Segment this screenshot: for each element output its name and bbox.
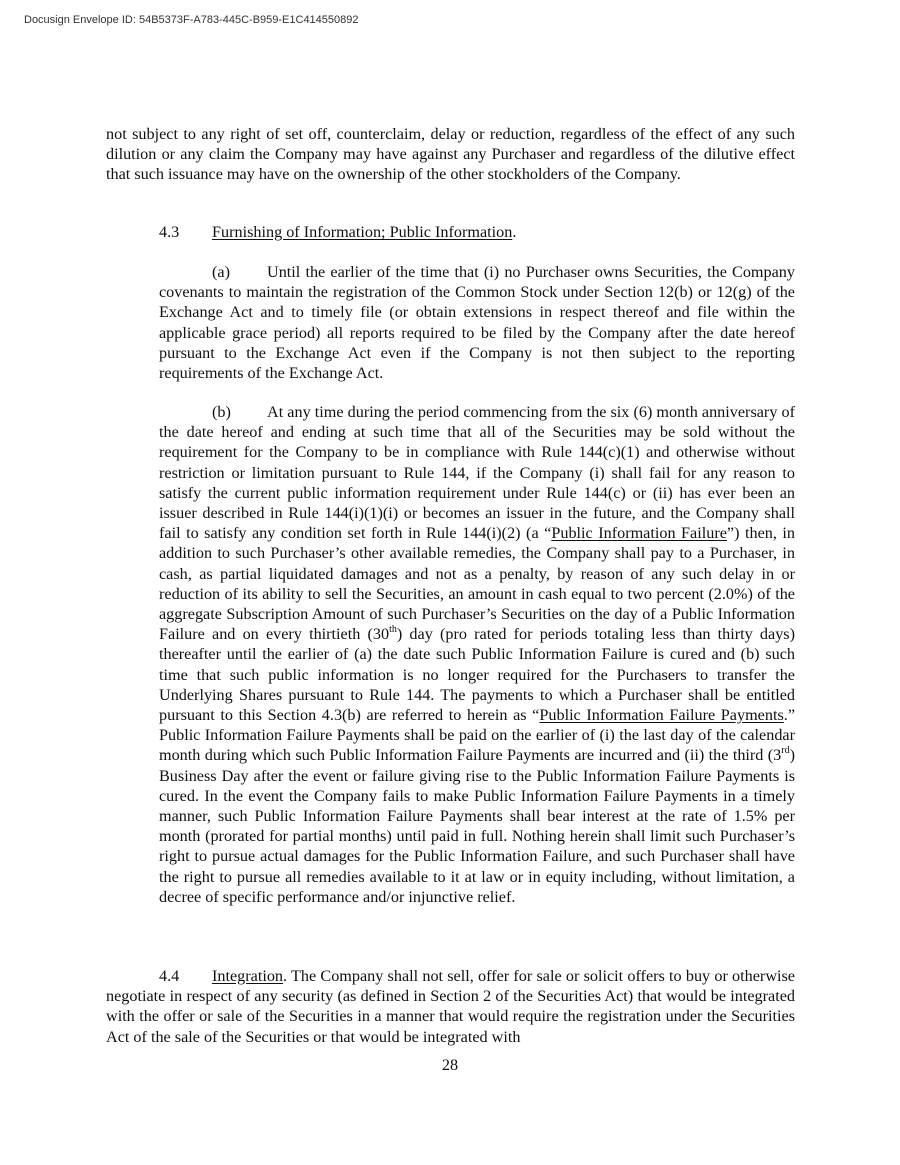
- subsection-b-text-3: ) day (pro rated for periods totaling less than thirty days) thereafter until the earlier of (a) the date such Public Information Failure is cured and (b) such time that such public information is no longer required for the Purchasers to transfer the Underlying Shares pursuant to Rule 144. The payments to which a Purchaser shall be entitled pursuant to this Section 4.3(b) are referred to herein as “: [159, 625, 795, 725]
- section-4-4-text: . The Company shall not sell, offer for sale or solicit offers to buy or otherwise negotiate in respect of any security (as defined in Section 2 of the Securities Act) that would be integrated with the offer or sale of the Securities in a manner that would require the registration under the Securities Act of the sale of the Securities or that would be integrated with: [106, 967, 795, 1046]
- defined-term-public-information-failure: Public Information Failure: [551, 524, 727, 543]
- paragraph-continuation: not subject to any right of set off, counterclaim, delay or reduction, regardless of the effect of any such dilution or any claim the Company may have against any Purchaser and regardless of the dilutive effect that such issuance may have on the ownership of the other stockholders of the Company.: [106, 125, 795, 184]
- section-4-4-title: Integration: [212, 967, 284, 985]
- subsection-b-text-4: .” Public Information Failure Payments shall be paid on the earlier of (i) the last day of the calendar month during which such Public Information Failure Payments are incurred and (ii) the third (3: [159, 706, 795, 765]
- section-4-3-title: Furnishing of Information; Public Information: [212, 223, 513, 241]
- docusign-envelope-id: Docusign Envelope ID: 54B5373F-A783-445C-B959-E1C414550892: [24, 14, 359, 26]
- section-4-3-number: 4.3: [159, 223, 180, 241]
- defined-term-public-information-failure-payments: Public Information Failure Payments: [539, 706, 784, 725]
- subsection-a-text: Until the earlier of the time that (i) no Purchaser owns Securities, the Company covenants to maintain the registration of the Common Stock under Section 12(b) or 12(g) of the Exchange Act and to timely file (or obtain extensions in respect thereof and file within the applicable grace period) all reports required to be filed by the Company after the date hereof pursuant to the Exchange Act even if the Company is not then subject to the reporting requirements of the Exchange Act.: [159, 263, 795, 383]
- page-number: 28: [441, 1056, 459, 1074]
- subsection-b-label: (b): [212, 403, 231, 421]
- subsection-b-text-1: At any time during the period commencing from the six (6) month anniversary of the date hereof and ending at such time that all of the Securities may be sold without the requirement for the Company to be in compliance with Rule 144(c)(1) and otherwise without restriction or limitation pursuant to Rule 144, if the Company (i) shall fail for any reason to satisfy the current public information requirement under Rule 144(c) or (ii) has ever been an issuer described in Rule 144(i)(1)(i) or becomes an issuer in the future, and the Company shall fail to satisfy any condition set forth in Rule 144(i)(2) (a “: [159, 403, 795, 543]
- subsection-b-text-5: ) Business Day after the event or failure giving rise to the Public Information Failure Payments is cured. In the event the Company fails to make Public Information Failure Payments in a timely manner, such Public Information Failure Payments shall bear interest at the rate of 1.5% per month (prorated for partial months) until paid in full. Nothing herein shall limit such Purchaser’s right to pursue actual damages for the Public Information Failure, and such Purchaser shall have the right to pursue all remedies available to it at law or in equity including, without limitation, a decree of specific performance and/or injunctive relief.: [159, 746, 795, 906]
- section-4-3-heading: [159, 222, 516, 242]
- section-4-4-number: 4.4: [159, 967, 180, 985]
- subsection-b-text-2: ”) then, in addition to such Purchaser’s other available remedies, the Company shall pay to a Purchaser, in cash, as partial liquidated damages and not as a penalty, by reason of any such delay in or reduction of its ability to sell the Securities, an amount in cash equal to two percent (2.0%) of the aggregate Subscription Amount of such Purchaser’s Securities on the day of a Public Information Failure and on every thirtieth (30: [159, 524, 796, 644]
- subsection-4-3-b: [159, 402, 795, 907]
- superscript-th: th: [389, 623, 397, 635]
- superscript-rd: rd: [781, 745, 790, 757]
- subsection-4-3-a: [159, 262, 795, 383]
- section-4-4: [106, 966, 795, 1047]
- section-4-3-period: .: [512, 223, 517, 241]
- subsection-a-label: (a): [212, 263, 230, 281]
